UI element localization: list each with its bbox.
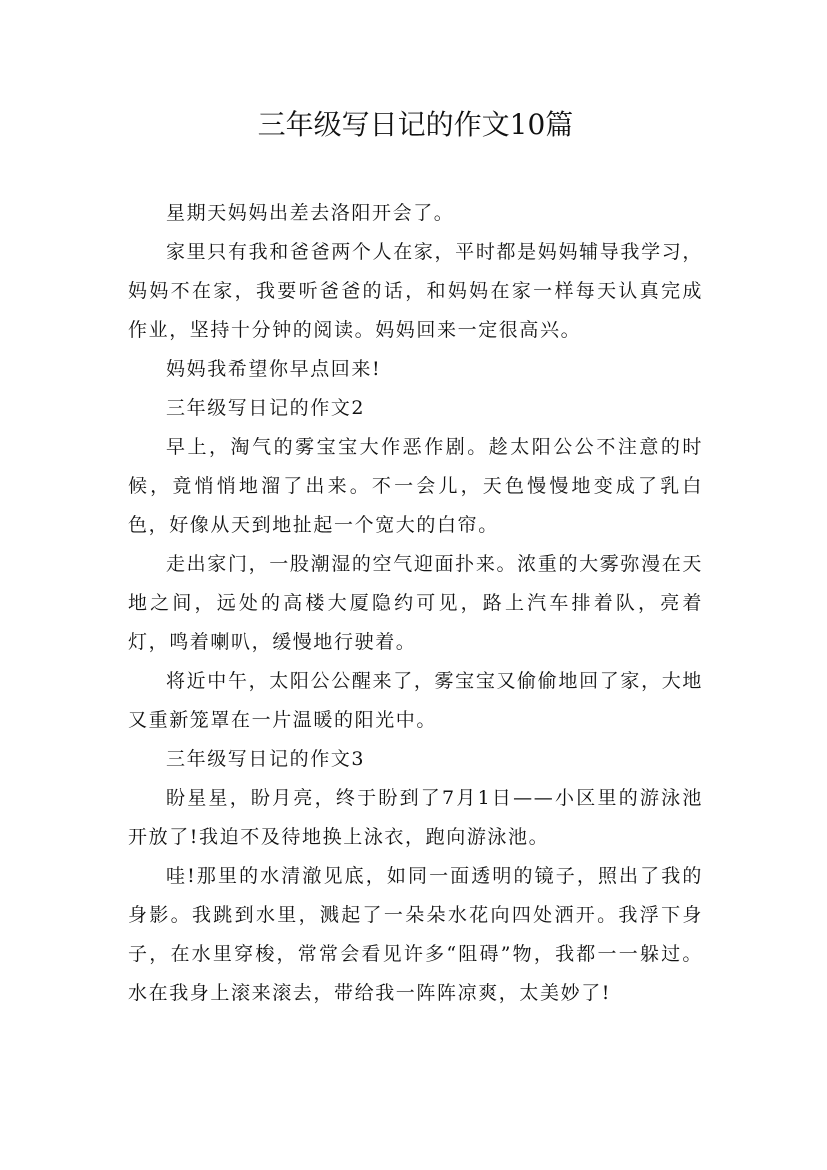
document-title: 三年级写日记的作文10篇 — [257, 108, 574, 141]
paragraph: 将近中午，太阳公公醒来了，雾宝宝又偷偷地回了家，大地又重新笼罩在一片温暖的阳光中。 — [128, 670, 703, 731]
paragraph: 早上，淘气的雾宝宝大作恶作剧。趁太阳公公不注意的时候，竟悄悄地溜了出来。不一会儿，天色慢慢地变成了乳白色，好像从天到地扯起一个宽大的白帘。 — [128, 436, 703, 536]
paragraph: 走出家门，一股潮湿的空气迎面扑来。浓重的大雾弥漫在天地之间，远处的高楼大厦隐约可见，路上汽车排着队，亮着灯，鸣着喇叭，缓慢地行驶着。 — [128, 553, 703, 653]
document-body — [128, 194, 703, 1013]
paragraph: 盼星星，盼月亮，终于盼到了7月1日——小区里的游泳池开放了!我迫不及待地换上泳衣，跑向游泳池。 — [128, 787, 703, 848]
section-heading: 三年级写日记的作文3 — [166, 748, 366, 770]
paragraph: 星期天妈妈出差去洛阳开会了。 — [166, 202, 455, 224]
section-heading: 三年级写日记的作文2 — [166, 397, 366, 419]
paragraph: 妈妈我希望你早点回来! — [166, 358, 382, 380]
paragraph: 哇!那里的水清澈见底，如同一面透明的镜子，照出了我的身影。我跳到水里，溅起了一朵朵水花向四处洒开。我浮下身子，在水里穿梭，常常会看见许多“阻碍”物，我都一一躲过。水在我身上滚来滚去，带给我一阵阵凉爽，太美妙了! — [128, 865, 703, 1004]
paragraph: 家里只有我和爸爸两个人在家，平时都是妈妈辅导我学习，妈妈不在家，我要听爸爸的话，和妈妈在家一样每天认真完成作业，坚持十分钟的阅读。妈妈回来一定很高兴。 — [128, 241, 703, 341]
